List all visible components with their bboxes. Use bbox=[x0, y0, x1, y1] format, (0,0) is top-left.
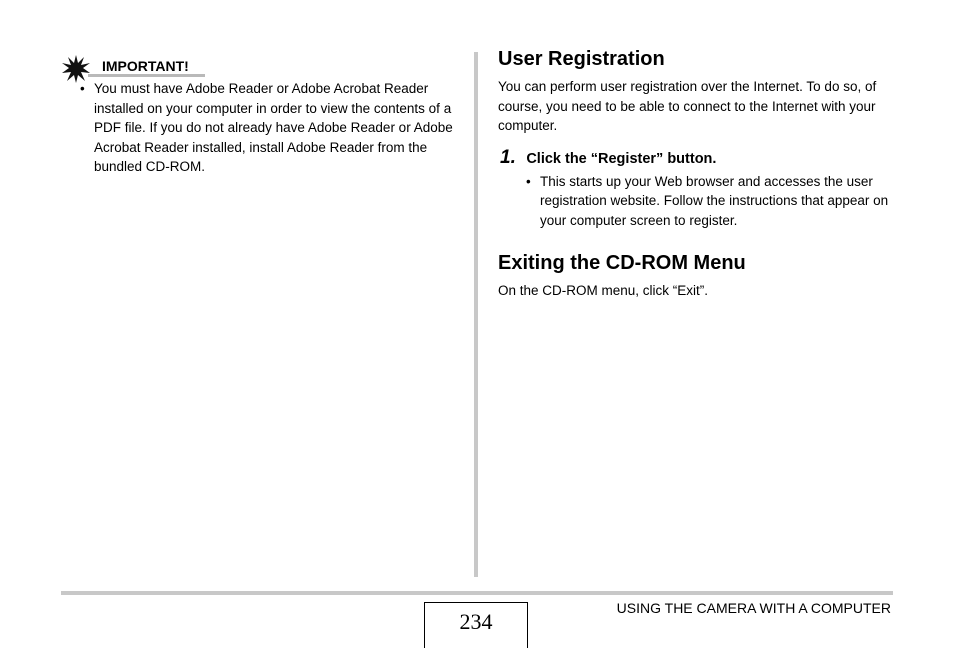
important-list bbox=[80, 79, 460, 177]
step-instruction: Click the “Register” button. bbox=[526, 151, 717, 167]
bullet-icon: • bbox=[80, 81, 85, 96]
important-item-text: You must have Adobe Reader or Adobe Acrobat Reader installed on your computer in order to view the contents of a PDF file. If you do not already have Adobe Reader or Adobe Acrobat Reader installed, install Adobe Reader from the bundled CD-ROM. bbox=[94, 81, 453, 175]
user-registration-heading: User Registration bbox=[498, 48, 665, 70]
important-underline bbox=[88, 74, 205, 77]
step-number: 1. bbox=[500, 147, 516, 168]
exiting-text: On the CD-ROM menu, click “Exit”. bbox=[498, 283, 709, 298]
bullet-icon: • bbox=[526, 174, 531, 189]
step-detail-text: This starts up your Web browser and accesses the user registration website. Follow the instructions that appear on your computer screen to register. bbox=[540, 174, 889, 228]
chapter-title: USING THE CAMERA WITH A COMPUTER bbox=[616, 600, 891, 616]
step-1 bbox=[500, 147, 716, 169]
column-divider bbox=[474, 52, 478, 577]
user-registration-intro: You can perform user registration over the Internet. To do so, of course, you need to be able to connect to the Internet with your computer. bbox=[498, 79, 877, 134]
footer-rule bbox=[61, 591, 893, 595]
step-detail-list bbox=[526, 172, 896, 230]
exiting-heading: Exiting the CD-ROM Menu bbox=[498, 252, 746, 274]
step-detail-item bbox=[526, 172, 896, 230]
page-number: 234 bbox=[424, 602, 528, 648]
important-list-item bbox=[80, 79, 460, 177]
important-label: IMPORTANT! bbox=[102, 58, 189, 74]
